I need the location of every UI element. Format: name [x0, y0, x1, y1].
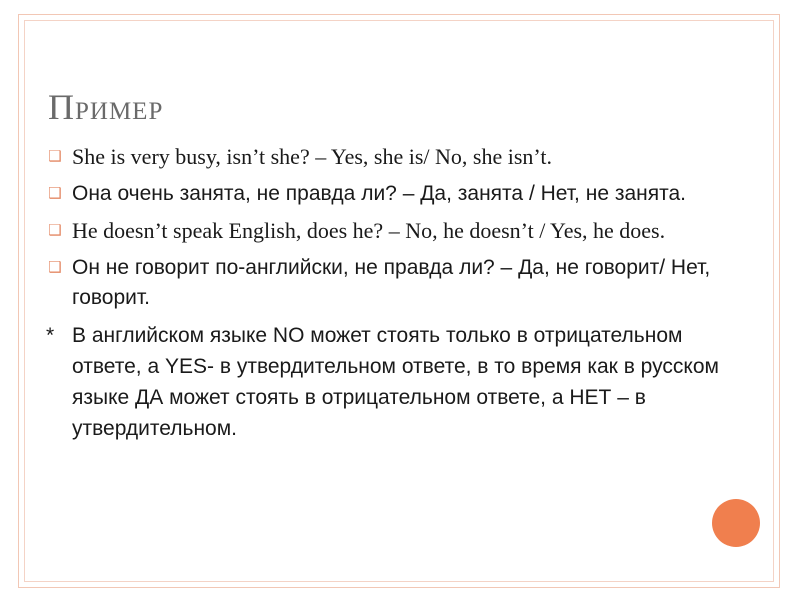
- footnote-asterisk: *: [46, 324, 55, 347]
- slide-title: Пример: [48, 87, 164, 127]
- footnote: [46, 320, 726, 444]
- list-item: [46, 216, 726, 246]
- hollow-square-icon: ❑: [48, 149, 62, 165]
- list-item: [46, 142, 726, 172]
- hollow-square-icon: ❑: [48, 185, 62, 202]
- list-item-text: He doesn’t speak English, does he? – No, he doesn’t / Yes, he does.: [72, 218, 666, 243]
- list-item-text: Она очень занята, не правда ли? – Да, занята / Нет, не занята.: [72, 182, 687, 205]
- hollow-square-icon: ❑: [48, 223, 62, 239]
- list-item: [46, 253, 726, 313]
- list-item: [46, 179, 726, 209]
- hollow-square-icon: ❑: [48, 259, 62, 276]
- footnote-text: В английском языке NO может стоять только в отрицательном ответе, а YES- в утвердительном ответе, в то время как в русском языке ДА может стоять в отрицательном ответе, а НЕТ – в утвердительном.: [72, 324, 719, 440]
- decorative-orange-circle: [712, 499, 760, 547]
- slide-content: [46, 142, 726, 444]
- list-item-text: She is very busy, isn’t she? – Yes, she is/ No, she isn’t.: [72, 144, 552, 169]
- list-item-text: Он не говорит по-английски, не правда ли? – Да, не говорит/ Нет, говорит.: [72, 256, 711, 309]
